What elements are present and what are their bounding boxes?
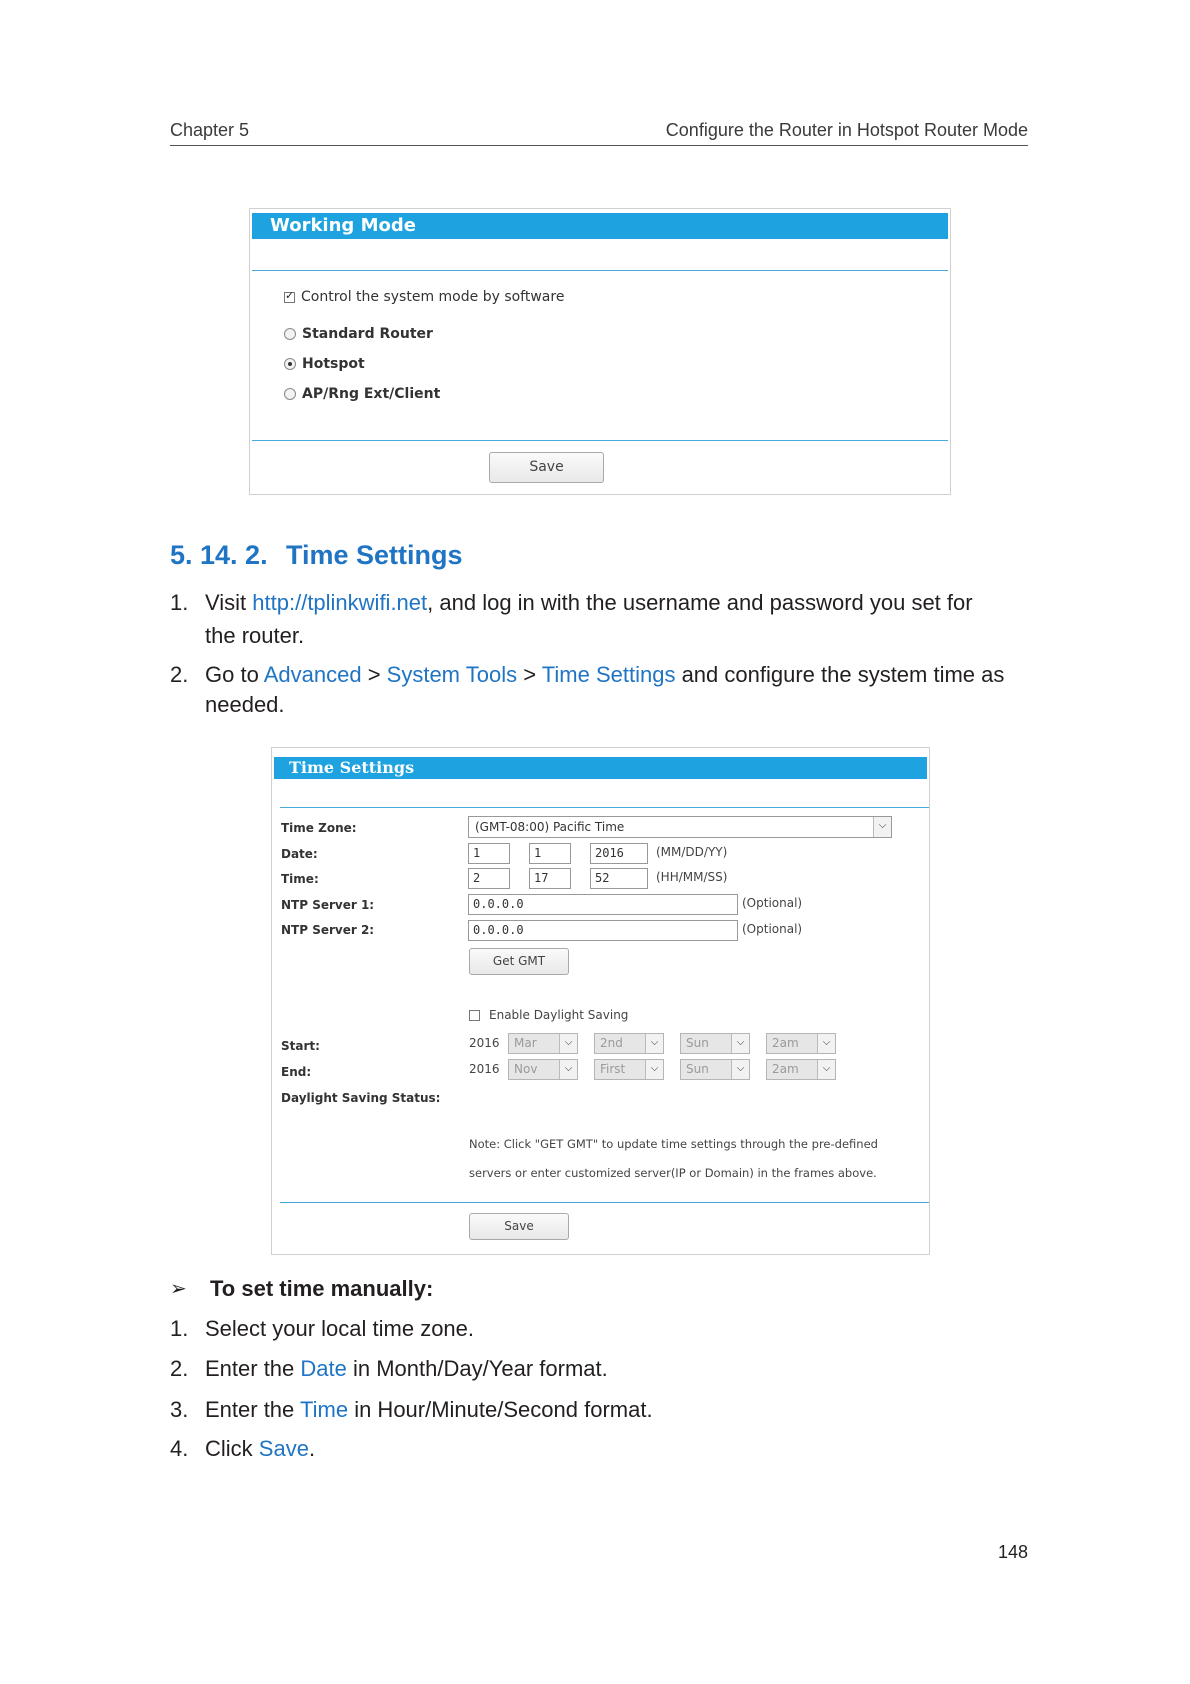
working-mode-title: Working Mode — [252, 213, 948, 239]
step-2-line2: needed. — [205, 692, 285, 717]
working-mode-top-rule — [252, 270, 948, 271]
ap-client-radio[interactable] — [284, 388, 296, 400]
manual-step-3-text: Enter the — [205, 1397, 300, 1422]
mode-option-ap-client[interactable] — [284, 386, 440, 402]
step-1-text-cont: , and log in with the username and password you set for — [427, 590, 973, 615]
start-day-value: Sun — [686, 1036, 709, 1050]
manual-heading: To set time manually: — [210, 1276, 434, 1301]
ntp2-optional-hint: (Optional) — [742, 922, 803, 936]
chevron-down-icon: ⌵ — [645, 1060, 663, 1079]
chevron-down-icon: ⌵ — [559, 1060, 577, 1079]
ntp1-optional-hint: (Optional) — [742, 896, 803, 910]
date-month-input[interactable]: 1 — [468, 843, 510, 864]
manual-step-2 — [205, 1356, 608, 1382]
start-month-select[interactable] — [508, 1033, 578, 1054]
control-mode-option[interactable] — [284, 289, 564, 305]
ap-client-label: AP/Rng Ext/Client — [302, 386, 441, 402]
section-title: Time Settings — [286, 540, 463, 570]
end-hour-select[interactable] — [766, 1059, 836, 1080]
time-zone-value: (GMT-08:00) Pacific Time — [475, 820, 625, 834]
chevron-down-icon: ⌵ — [645, 1034, 663, 1053]
standard-router-label: Standard Router — [302, 326, 433, 342]
manual-step-4-text-cont: . — [308, 1436, 316, 1461]
time-label: Time: — [281, 872, 319, 886]
hotspot-label: Hotspot — [302, 356, 365, 372]
time-settings-link[interactable]: Time Settings — [541, 662, 676, 687]
end-month-value: Nov — [514, 1062, 538, 1076]
start-label: Start: — [281, 1039, 320, 1053]
date-day-input[interactable]: 1 — [529, 843, 571, 864]
manual-step-1-number: 1. — [170, 1316, 189, 1341]
end-hour-value: 2am — [772, 1062, 799, 1076]
working-mode-save-button[interactable]: Save — [489, 452, 604, 483]
date-label: Date: — [281, 847, 318, 861]
breadcrumb-separator: > — [517, 662, 542, 687]
note-line-1: Note: Click "GET GMT" to update time settings through the pre-defined — [469, 1137, 878, 1151]
time-settings-title: Time Settings — [274, 757, 927, 779]
time-second-input[interactable]: 52 — [590, 868, 648, 889]
chevron-down-icon: ⌵ — [559, 1034, 577, 1053]
dst-status-label: Daylight Saving Status: — [281, 1091, 441, 1105]
step-1-number: 1. — [170, 590, 189, 615]
end-day-value: Sun — [686, 1062, 709, 1076]
date-format-hint: (MM/DD/YY) — [656, 845, 728, 859]
manual-step-2-text: Enter the — [205, 1356, 301, 1381]
enable-dst-option[interactable] — [469, 1008, 628, 1022]
start-year: 2016 — [469, 1036, 500, 1050]
manual-step-4-number: 4. — [170, 1436, 189, 1461]
manual-step-3 — [205, 1397, 653, 1423]
manual-step-2-number: 2. — [170, 1356, 189, 1381]
step-1-line1 — [205, 590, 1028, 616]
end-week-select[interactable] — [594, 1059, 664, 1080]
step-2-line1 — [205, 662, 1004, 688]
time-settings-save-button[interactable]: Save — [469, 1213, 569, 1240]
tplinkwifi-link[interactable]: http://tplinkwifi.net — [252, 590, 428, 615]
time-settings-panel — [271, 747, 930, 1255]
ntp2-label: NTP Server 2: — [281, 923, 375, 937]
working-mode-bottom-rule — [252, 440, 948, 441]
date-year-input[interactable]: 2016 — [590, 843, 648, 864]
standard-router-radio[interactable] — [284, 328, 296, 340]
start-hour-value: 2am — [772, 1036, 799, 1050]
section-number: 5. 14. 2. — [170, 540, 268, 570]
end-week-value: First — [600, 1062, 626, 1076]
end-day-select[interactable] — [680, 1059, 750, 1080]
note-line-2: servers or enter customized server(IP or Domain) in the frames above. — [469, 1166, 877, 1180]
control-mode-checkbox[interactable] — [284, 292, 295, 303]
manual-step-3-text-cont: in Hour/Minute/Second format. — [348, 1397, 653, 1422]
step-2-number: 2. — [170, 662, 189, 687]
ntp1-label: NTP Server 1: — [281, 898, 375, 912]
enable-dst-checkbox[interactable] — [469, 1010, 480, 1021]
manual-step-1 — [205, 1316, 474, 1342]
start-hour-select[interactable] — [766, 1033, 836, 1054]
time-zone-label: Time Zone: — [281, 821, 357, 835]
manual-step-4 — [205, 1436, 315, 1462]
chevron-down-icon: ⌵ — [817, 1034, 835, 1053]
header-divider — [170, 145, 1028, 146]
hotspot-radio[interactable] — [284, 358, 296, 370]
time-link: Time — [300, 1397, 349, 1422]
date-link: Date — [300, 1356, 347, 1381]
arrow-bullet-icon: ➢ — [170, 1278, 187, 1300]
end-label: End: — [281, 1065, 312, 1079]
end-month-select[interactable] — [508, 1059, 578, 1080]
chevron-down-icon: ⌵ — [817, 1060, 835, 1079]
mode-option-standard-router[interactable] — [284, 326, 433, 342]
breadcrumb-separator: > — [361, 662, 387, 687]
start-week-value: 2nd — [600, 1036, 623, 1050]
step-2-text: Go to — [205, 662, 264, 687]
end-year: 2016 — [469, 1062, 500, 1076]
time-settings-top-rule — [280, 807, 929, 808]
chevron-down-icon: ⌵ — [731, 1060, 749, 1079]
start-week-select[interactable] — [594, 1033, 664, 1054]
system-tools-link[interactable]: System Tools — [386, 662, 518, 687]
chevron-down-icon: ⌵ — [731, 1034, 749, 1053]
enable-dst-label: Enable Daylight Saving — [489, 1008, 629, 1022]
ntp1-input[interactable]: 0.0.0.0 — [468, 894, 738, 915]
start-day-select[interactable] — [680, 1033, 750, 1054]
advanced-link[interactable]: Advanced — [263, 662, 362, 687]
chapter-title: Configure the Router in Hotspot Router Mode — [665, 120, 1028, 140]
manual-step-1-text: Select your local time zone. — [205, 1316, 475, 1341]
manual-step-3-number: 3. — [170, 1397, 189, 1422]
step-1-line2: the router. — [205, 623, 305, 648]
page-number: 148 — [997, 1542, 1028, 1562]
time-hour-input[interactable]: 2 — [468, 868, 510, 889]
manual-step-2-text-cont: in Month/Day/Year format. — [346, 1356, 608, 1381]
time-minute-input[interactable]: 17 — [529, 868, 571, 889]
chevron-down-icon: ⌵ — [873, 817, 891, 837]
time-format-hint: (HH/MM/SS) — [656, 870, 728, 884]
working-mode-panel — [249, 208, 951, 495]
step-1-text: Visit — [205, 590, 253, 615]
chapter-label: Chapter 5 — [170, 120, 250, 140]
mode-option-hotspot[interactable] — [284, 356, 365, 372]
save-link: Save — [258, 1436, 309, 1461]
step-2-text-cont: and configure the system time as — [675, 662, 1005, 687]
ntp2-input[interactable]: 0.0.0.0 — [468, 920, 738, 941]
get-gmt-button[interactable]: Get GMT — [469, 948, 569, 975]
time-zone-select[interactable] — [468, 816, 892, 838]
time-settings-bottom-rule — [280, 1202, 929, 1203]
manual-step-4-text: Click — [205, 1436, 259, 1461]
start-month-value: Mar — [514, 1036, 537, 1050]
control-mode-label: Control the system mode by software — [301, 289, 565, 305]
